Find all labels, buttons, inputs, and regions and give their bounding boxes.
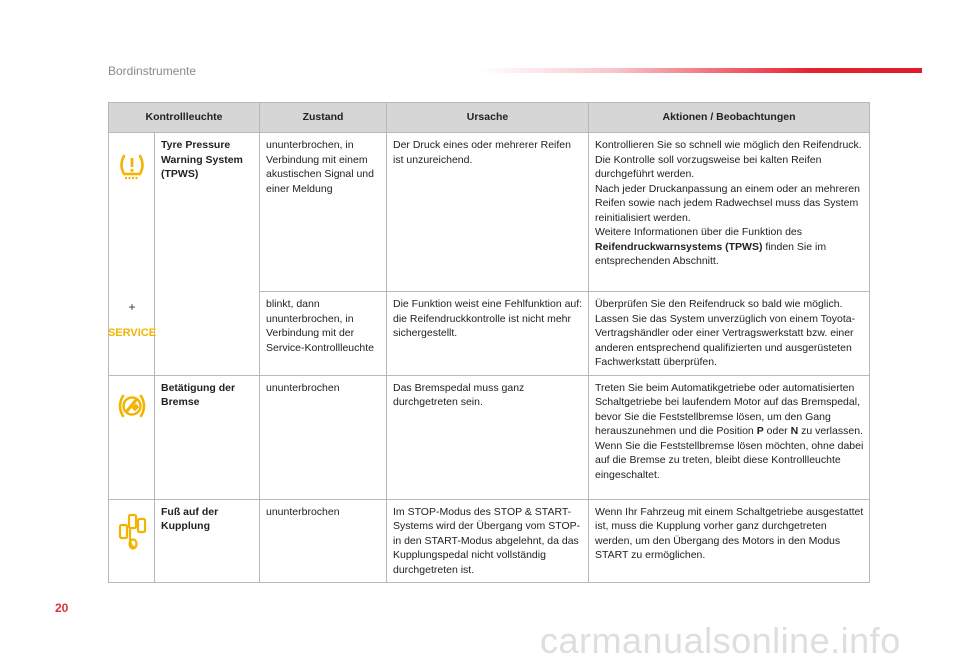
state-cell: ununterbrochen <box>260 375 387 499</box>
actions-cell: Wenn Ihr Fahrzeug mit einem Schaltgetriebe ausgestattet ist, muss die Kupplung vorher ganz durchgetreten werden, um den Übergang des Motors in den Modus START zu ermöglichen. <box>589 499 870 583</box>
cause-cell: Das Bremspedal muss ganz durchgetreten sein. <box>387 375 589 499</box>
state-cell: ununterbrochen, in Verbindung mit einem akustischen Signal und einer Meldung <box>260 133 387 292</box>
indicator-name: Betätigung der Bremse <box>155 375 260 499</box>
gear-position-p: P <box>756 425 764 437</box>
actions-cell <box>589 375 870 499</box>
plus-sign: + <box>128 300 136 314</box>
clutch-pedal-icon <box>115 511 149 551</box>
indicator-name: Fuß auf der Kupplung <box>155 499 260 583</box>
indicator-name: Tyre Pressure Warning System (TPWS) <box>155 133 260 376</box>
service-warning-icon <box>107 325 157 339</box>
column-header-cause: Ursache <box>387 103 589 133</box>
state-cell: blinkt, dann ununterbrochen, in Verbindung mit der Service-Kontrollleuchte <box>260 292 387 376</box>
actions-paragraph <box>595 381 864 439</box>
state-cell: ununterbrochen <box>260 499 387 583</box>
actions-text: Weitere Informationen über die Funktion des <box>595 226 803 238</box>
actions-paragraph: Nach jeder Druckanpassung an einem oder an mehreren Reifen sowie nach jedem Radwechsel muss das System reinitialisiert werden. <box>595 182 860 224</box>
page-header-title: Bordinstrumente <box>108 64 197 78</box>
svg-text:SERVICE: SERVICE <box>107 326 157 339</box>
page-number: 20 <box>55 601 69 615</box>
table-row <box>109 375 870 499</box>
header-accent-bar <box>480 68 922 73</box>
column-header-indicator: Kontrollleuchte <box>109 103 260 133</box>
table-row <box>109 499 870 583</box>
cause-cell: Im STOP-Modus des STOP & START-Systems wird der Übergang vom STOP- in den START-Modus abgelehnt, da das Kupplungspedal nicht vollständig durchgetreten ist. <box>387 499 589 583</box>
gear-position-n: N <box>790 425 799 437</box>
brake-pedal-icon <box>115 391 149 421</box>
actions-text: oder <box>763 425 791 437</box>
column-header-state: Zustand <box>260 103 387 133</box>
indicator-icon-cell <box>109 499 155 583</box>
cause-cell: Die Funktion weist eine Fehlfunktion auf: die Reifendruckkontrolle ist nicht mehr sichergestellt. <box>387 292 589 376</box>
actions-paragraph: Kontrollieren Sie so schnell wie möglich den Reifendruck. <box>595 139 862 151</box>
warning-lights-table <box>108 102 870 583</box>
cause-cell: Der Druck eines oder mehrerer Reifen ist unzureichend. <box>387 133 589 292</box>
watermark: carmanualsonline.info <box>540 620 901 661</box>
actions-bold-text: Reifendruckwarnsystems (TPWS) <box>595 240 763 253</box>
tire-pressure-warning-icon <box>117 152 147 182</box>
table-header-row <box>109 103 870 133</box>
actions-paragraph: Wenn Sie die Feststellbremse lösen möchten, ohne dabei auf die Bremse zu treten, bleibt diese Kontrollleuchte eingeschaltet. <box>595 439 864 481</box>
actions-text: Treten Sie beim Automatikgetriebe oder automatisierten Schaltgetriebe bei laufendem Motor auf das Bremspedal, bevor Sie die Feststellbremse lösen, um den Gang herauszunehmen und die Position <box>595 381 860 437</box>
actions-text: zu verlassen. <box>798 425 863 437</box>
actions-cell: Überprüfen Sie den Reifendruck so bald wie möglich. Lassen Sie das System unverzüglich von einem Toyota-Vertragshändler oder einer Vertragswerkstatt bzw. einer anderen entsprechend qualifizierten und ausgerüsteten Fachwerkstatt überprüfen. <box>589 292 870 376</box>
column-header-actions: Aktionen / Beobachtungen <box>589 103 870 133</box>
actions-text: finden Sie im entsprechenden Abschnitt. <box>595 240 827 267</box>
actions-paragraph: Die Kontrolle soll vorzugsweise bei kalten Reifen durchgeführt werden. <box>595 153 822 180</box>
indicator-icon-cell <box>109 133 155 376</box>
actions-paragraph <box>595 225 864 269</box>
table-row <box>109 133 870 292</box>
indicator-icon-cell <box>109 375 155 499</box>
actions-cell <box>589 133 870 292</box>
